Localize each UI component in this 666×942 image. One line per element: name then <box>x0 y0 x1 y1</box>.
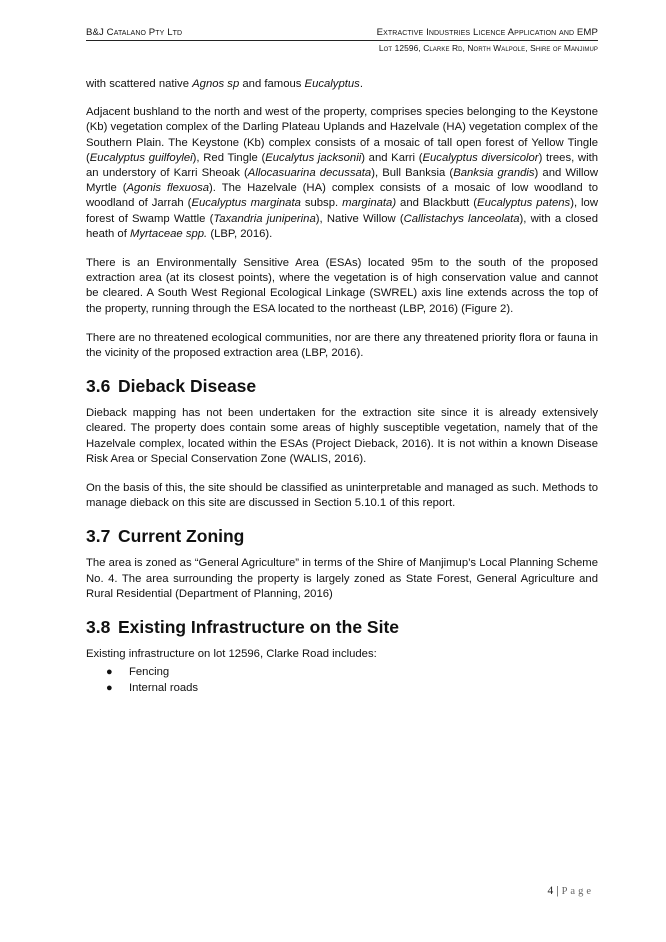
list-item: ● Fencing <box>106 666 170 679</box>
footer-separator: | <box>556 885 559 897</box>
section-number: 3.8 <box>86 617 111 638</box>
list-item: ● Internal roads <box>106 682 199 695</box>
paragraph-threatened-communities: There are no threatened ecological communities, nor are there any threatened priority flora or fauna in the vicinity of the proposed extraction area (LBP, 2016). <box>86 331 598 360</box>
section-heading-zoning <box>86 525 598 547</box>
page-header <box>86 26 598 53</box>
header-top-row <box>86 26 598 41</box>
section-number: 3.6 <box>86 376 111 397</box>
header-doc-title: Extractive Industries Licence Application and EMP <box>376 27 598 38</box>
section-heading-dieback <box>86 375 598 397</box>
paragraph-vegetation-intro: with scattered native Agnos sp and famous Eucalyptus. <box>86 78 363 90</box>
section-number: 3.7 <box>86 526 111 547</box>
paragraph-infrastructure: Existing infrastructure on lot 12596, Clarke Road includes: <box>86 648 377 661</box>
section-title: Dieback Disease <box>118 376 257 397</box>
paragraph-zoning: The area is zoned as “General Agriculture” in terms of the Shire of Manjimup’s Local Planning Scheme No. 4. The area surrounding the property is largely zoned as State Forest, General Agriculture and Rural Residential (Department of Planning, 2016) <box>86 557 598 600</box>
section-title: Current Zoning <box>118 526 245 547</box>
bullet-icon: ● <box>106 666 113 679</box>
page-label: Page <box>561 886 594 897</box>
header-location: Lot 12596, Clarke Rd, North Walpole, Shire of Manjimup <box>378 43 598 53</box>
bullet-icon: ● <box>106 682 113 695</box>
paragraph-dieback-mapping: Dieback mapping has not been undertaken for the extraction site since it is already extensively cleared. The property does contain some areas of highly susceptible vegetation, namely that of the Hazelvale complex, located within the ESAs (Project Dieback, 2016). It is not within a known Disease Risk Area or Special Conservation Zone (WALIS, 2016). <box>86 407 598 465</box>
section-heading-infrastructure <box>86 616 598 638</box>
page-number: 4 <box>547 885 554 897</box>
page-footer <box>548 885 594 897</box>
paragraph-dieback-management: On the basis of this, the site should be classified as uninterpretable and managed as such. Methods to manage dieback on this site are discussed in Section 5.10.1 of this report. <box>86 482 598 510</box>
header-company: B&J Catalano Pty Ltd <box>86 27 183 38</box>
paragraph-esa: There is an Environmentally Sensitive Area (ESAs) located 95m to the south of the proposed extraction area (at its closest points), where the vegetation is of high conservation value and cannot be cleared. A South West Regional Ecological Linkage (SWREL) axis line extends across the top of the property, running through the ESA located to the northeast (LBP, 2016) (Figure 2). <box>86 257 598 315</box>
section-title: Existing Infrastructure on the Site <box>118 617 400 638</box>
infrastructure-list <box>86 664 598 696</box>
paragraph-adjacent-bushland: Adjacent bushland to the north and west of the property, comprises species belonging to the Keystone (Kb) vegetation complex of the Darling Plateau Uplands and Hazelvale (HA) vegetation complex of the Southern Plain. The Keystone (Kb) complex consists of a mosaic of tall open forest of Yellow Tingle (Eucalyptus guilfoylei), Red Tingle (Eucalytus jacksonii) and Karri (Eucalyptus diversicolor) trees, with an understory of Karri Sheoak (Allocasuarina decussata), Bull Banksia (Banksia grandis) and Willow Myrtle (Agonis flexuosa). The Hazelvale (HA) complex consists of a mosaic of low woodland to woodland of Jarrah (Eucalyptus marginata subsp. marginata) and Blackbutt (Eucalyptus patens), low forest of Swamp Wattle (Taxandria juniperina), Native Willow (Callistachys lanceolata), with a closed heath of Myrtaceae spp. (LBP, 2016). <box>86 106 599 240</box>
document-body <box>86 77 598 696</box>
